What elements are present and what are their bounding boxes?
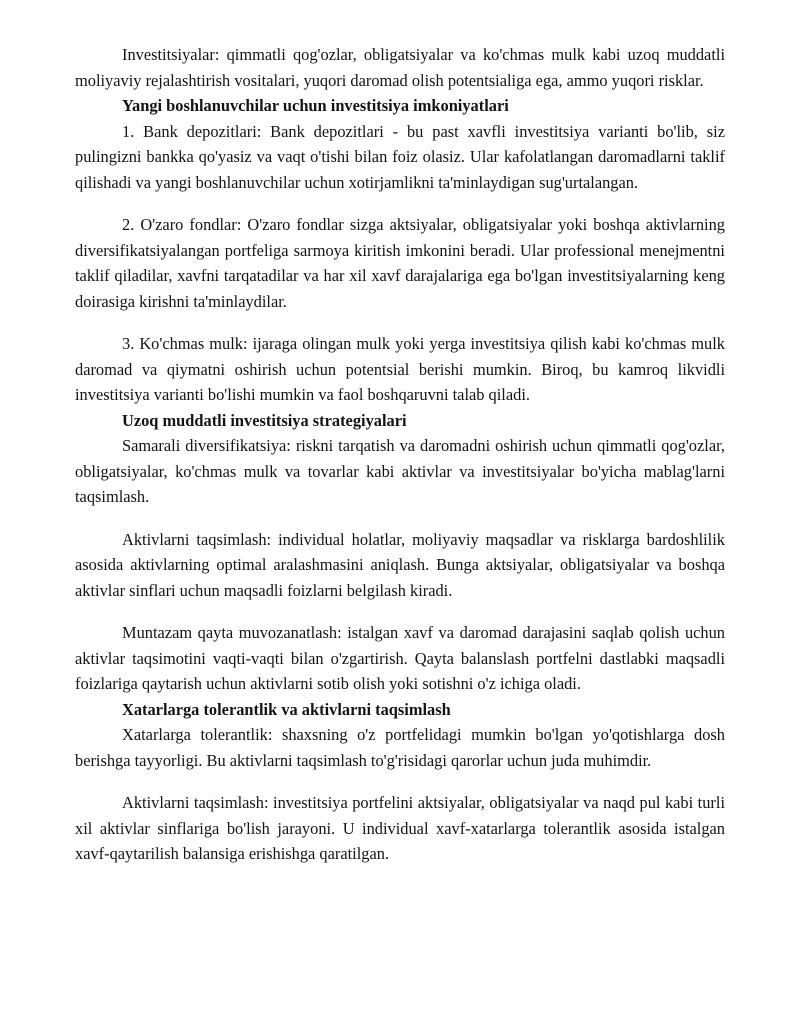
section-heading-risk-tolerance: Xatarlarga tolerantlik va aktivlarni taqsimlash: [122, 699, 451, 719]
section-heading-beginners: Yangi boshlanuvchilar uchun investitsiya imkoniyatlari: [122, 96, 509, 115]
paragraph-rebalancing: Muntazam qayta muvozanatlash: istalgan xavf va daromad darajasini saqlab qolish uchun aktivlar taqsimotini vaqti-vaqti bilan o'zgartirish. Qayta balanslash portfelni dastlabki maqsadli foizlariga qaytarish uchun aktivlarni sotib olish yoki sotishni o'z ichiga oladi.: [75, 623, 725, 693]
paragraph-risk-tolerance: Xatarlarga tolerantlik: shaxsning o'z portfelidagi mumkin bo'lgan yo'qotishlarga dosh berishga tayyorligi. Bu aktivlarni taqsimlash to'g'risidagi qarorlar uchun juda muhimdir.: [75, 725, 725, 770]
paragraph-real-estate: 3. Ko'chmas mulk: ijaraga olingan mulk yoki yerga investitsiya qilish kabi ko'chmas mulk daromad va qiymatni oshirish uchun potentsial berishi mumkin. Biroq, bu kamroq likvidli investitsiya varianti bo'lishi mumkin va faol boshqaruvni talab qiladi.: [75, 334, 725, 404]
paragraph-asset-allocation-2: Aktivlarni taqsimlash: investitsiya portfelini aktsiyalar, obligatsiyalar va naqd pul kabi turli xil aktivlar sinflariga bo'lish jarayoni. U individual xavf-xatarlarga tolerantlik asosida istalgan xavf-qaytarilish balansiga erishishga qaratilgan.: [75, 793, 725, 863]
paragraph-mutual-funds: 2. O'zaro fondlar: O'zaro fondlar sizga aktsiyalar, obligatsiyalar yoki boshqa aktivlarning diversifikatsiyalangan portfeliga sarmoya kiritish imkonini beradi. Ular professional menejmentni taklif qiladilar, xavfni tarqatadilar va har xil xavf darajalariga ega bo'lgan investitsiyalarning keng doirasiga kirishni ta'minlaydilar.: [75, 215, 725, 311]
paragraph-asset-allocation: Aktivlarni taqsimlash: individual holatlar, moliyaviy maqsadlar va risklarga bardoshlilik asosida aktivlarning optimal aralashmasini aniqlash. Bunga aktsiyalar, obligatsiyalar va boshqa aktivlar sinflari uchun maqsadli foizlarni belgilash kiradi.: [75, 529, 725, 600]
intro-paragraph: Investitsiyalar: qimmatli qog'ozlar, obligatsiyalar va ko'chmas mulk kabi uzoq muddatli moliyaviy rejalashtirish vositalari, yuqori daromad olish potentsialiga ega, ammo yuqori risklar.: [75, 45, 725, 90]
document-page: [75, 42, 725, 867]
paragraph-bank-deposits: 1. Bank depozitlari: Bank depozitlari - bu past xavfli investitsiya varianti bo'lib, siz pulingizni bankka qo'yasiz va vaqt o'tishi bilan foiz olasiz. Ular kafolatlangan daromadlarni taklif qilishadi va yangi boshlanuvchilar uchun xotirjamlikni ta'minlaydigan sug'urtalangan.: [75, 121, 725, 192]
paragraph-diversification: Samarali diversifikatsiya: riskni tarqatish va daromadni oshirish uchun qimmatli qog'ozlar, obligatsiyalar, ko'chmas mulk va tovarlar kabi aktivlar va investitsiyalar bo'yicha mablag'larni taqsimlash.: [75, 436, 725, 506]
section-heading-long-term: Uzoq muddatli investitsiya strategiyalari: [122, 410, 407, 430]
